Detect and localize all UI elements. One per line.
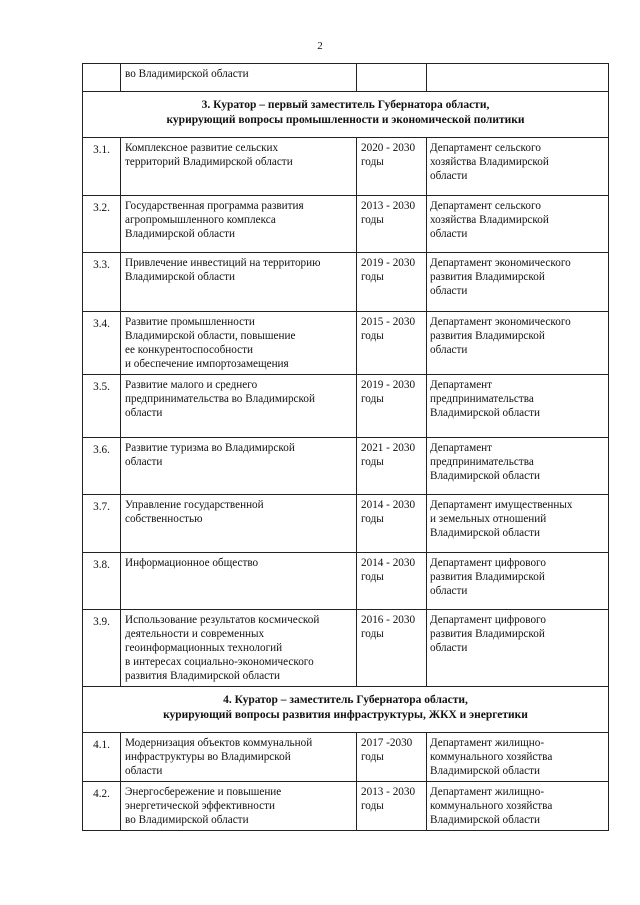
period-line: годы [361,214,384,226]
department-line: Департамент жилищно- [430,786,545,798]
program-name-cell [121,253,357,312]
program-name-line: ее конкурентоспособности [125,344,253,356]
row-number: 4.1. [83,733,121,782]
program-name-line: Информационное общество [125,557,259,569]
department-cell [427,438,609,495]
program-name-cell [121,138,357,196]
department-cell [427,553,609,610]
department-cell [427,253,609,312]
period-cell [357,553,427,610]
department-line: Владимирской области [430,765,540,777]
program-name-line: Развитие малого и среднего [125,379,258,391]
section-header-row [83,92,609,138]
department-line: Департамент [430,442,493,454]
period-line: 2017 -2030 [361,737,413,749]
department-line: развития Владимирской [430,330,545,342]
program-name-line: области [125,456,163,468]
program-name-line: Использование результатов космической [125,614,320,626]
section-header-line: 4. Куратор – заместитель Губернатора области, [223,694,468,706]
period-cell [357,782,427,831]
period-line: 2013 - 2030 [361,200,416,212]
program-name-line: Владимирской области [125,228,235,240]
department-line: Владимирской области [430,470,540,482]
period-line: 2016 - 2030 [361,614,416,626]
table-row [83,782,609,831]
row-number: 3.8. [83,553,121,610]
period-line: годы [361,271,384,283]
period-line: годы [361,393,384,405]
program-name-cell [121,64,357,92]
department-line: Владимирской области [430,407,540,419]
period-line: 2019 - 2030 [361,257,416,269]
period-line: годы [361,800,384,812]
department-line: развития Владимирской [430,271,545,283]
program-name-cell [121,733,357,782]
program-name-line: Развитие промышленности [125,316,255,328]
program-name-line: в интересах социально-экономического [125,656,314,668]
program-name-line: Развитие туризма во Владимирской [125,442,295,454]
table-row [83,733,609,782]
program-name-line: предпринимательства во Владимирской [125,393,315,405]
program-name-line: Государственная программа развития [125,200,304,212]
department-cell [427,782,609,831]
period-line: годы [361,751,384,763]
program-name-line: Управление государственной [125,499,264,511]
period-line: 2014 - 2030 [361,557,416,569]
row-number: 3.7. [83,495,121,553]
period-line: 2015 - 2030 [361,316,416,328]
department-line: и земельных отношений [430,513,547,525]
department-line: области [430,285,468,297]
row-number: 4.2. [83,782,121,831]
department-line: Владимирской области [430,814,540,826]
department-line: Департамент имущественных [430,499,573,511]
program-name-cell [121,782,357,831]
department-cell [427,196,609,253]
period-cell [357,138,427,196]
period-line: годы [361,456,384,468]
program-name-line: Владимирской области [125,271,235,283]
department-line: области [430,642,468,654]
period-line: 2013 - 2030 [361,786,416,798]
program-name-line: Владимирской области, повышение [125,330,296,342]
department-line: области [430,228,468,240]
program-name-line: Модернизация объектов коммунальной [125,737,313,749]
department-cell [427,375,609,438]
program-name-line: инфраструктуры во Владимирской [125,751,291,763]
program-name-cell [121,495,357,553]
period-cell [357,196,427,253]
period-cell [357,438,427,495]
department-line: предпринимательства [430,456,534,468]
department-line: Департамент цифрового [430,557,546,569]
department-line: коммунального хозяйства [430,751,553,763]
department-line: Владимирской области [430,527,540,539]
period-line: годы [361,628,384,640]
department-line: Департамент жилищно- [430,737,545,749]
row-number-cell [83,64,121,92]
department-line: Департамент сельского [430,142,541,154]
section-header-line: курирующий вопросы промышленности и экономической политики [166,114,525,126]
department-line: развития Владимирской [430,571,545,583]
department-line: Департамент цифрового [430,614,546,626]
period-line: 2021 - 2030 [361,442,416,454]
programs-table-body [83,64,609,831]
program-name-line: территорий Владимирской области [125,156,293,168]
department-line: Департамент [430,379,493,391]
department-line: хозяйства Владимирской [430,214,549,226]
department-cell [427,610,609,687]
row-number: 3.6. [83,438,121,495]
table-row [83,312,609,375]
programs-table [82,63,609,831]
department-line: области [430,170,468,182]
department-line: области [430,585,468,597]
section-header [83,687,609,733]
department-cell [427,312,609,375]
department-cell [427,495,609,553]
program-name-line: деятельности и современных [125,628,265,640]
period-cell [357,375,427,438]
table-row [83,196,609,253]
program-name-line: Энергосбережение и повышение [125,786,282,798]
program-name-line: агропромышленного комплекса [125,214,276,226]
department-line: Департамент сельского [430,200,541,212]
period-line: 2014 - 2030 [361,499,416,511]
row-number: 3.4. [83,312,121,375]
program-name-line: собственностью [125,513,203,525]
table-row [83,138,609,196]
period-cell [357,733,427,782]
department-line: Департамент экономического [430,316,571,328]
program-name-line: Комплексное развитие сельских [125,142,279,154]
period-cell [357,610,427,687]
section-header-row [83,687,609,733]
program-name-line: энергетической эффективности [125,800,275,812]
row-number: 3.9. [83,610,121,687]
program-name-line: области [125,407,163,419]
row-number: 3.1. [83,138,121,196]
section-header-line: курирующий вопросы развития инфраструктуры, ЖКХ и энергетики [163,709,528,721]
department-cell [427,138,609,196]
table-row [83,64,609,92]
department-line: хозяйства Владимирской [430,156,549,168]
program-name-line: и обеспечение импортозамещения [125,358,289,370]
department-cell [427,64,609,92]
program-name-cell [121,553,357,610]
table-row [83,553,609,610]
program-name-line: области [125,765,163,777]
program-name-line: во Владимирской области [125,68,249,80]
section-header-line: 3. Куратор – первый заместитель Губернатора области, [201,99,490,111]
row-number: 3.3. [83,253,121,312]
period-line: 2019 - 2030 [361,379,416,391]
row-number: 3.2. [83,196,121,253]
department-line: развития Владимирской [430,628,545,640]
table-row [83,495,609,553]
program-name-cell [121,196,357,253]
section-header [83,92,609,138]
program-name-line: Привлечение инвестиций на территорию [125,257,321,269]
program-name-line: развития Владимирской области [125,670,281,682]
program-name-cell [121,610,357,687]
period-line: годы [361,156,384,168]
department-line: области [430,344,468,356]
department-line: коммунального хозяйства [430,800,553,812]
period-line: годы [361,571,384,583]
program-name-cell [121,375,357,438]
department-cell [427,733,609,782]
period-cell [357,253,427,312]
department-line: предпринимательства [430,393,534,405]
program-name-cell [121,312,357,375]
program-name-line: во Владимирской области [125,814,249,826]
period-cell [357,495,427,553]
row-number: 3.5. [83,375,121,438]
department-line: Департамент экономического [430,257,571,269]
period-line: годы [361,330,384,342]
table-row [83,253,609,312]
program-name-line: геоинформационных технологий [125,642,283,654]
period-line: годы [361,513,384,525]
table-row [83,375,609,438]
table-row [83,438,609,495]
period-cell [357,312,427,375]
period-line: 2020 - 2030 [361,142,416,154]
program-name-cell [121,438,357,495]
period-cell [357,64,427,92]
table-row [83,610,609,687]
page-number: 2 [317,40,323,52]
